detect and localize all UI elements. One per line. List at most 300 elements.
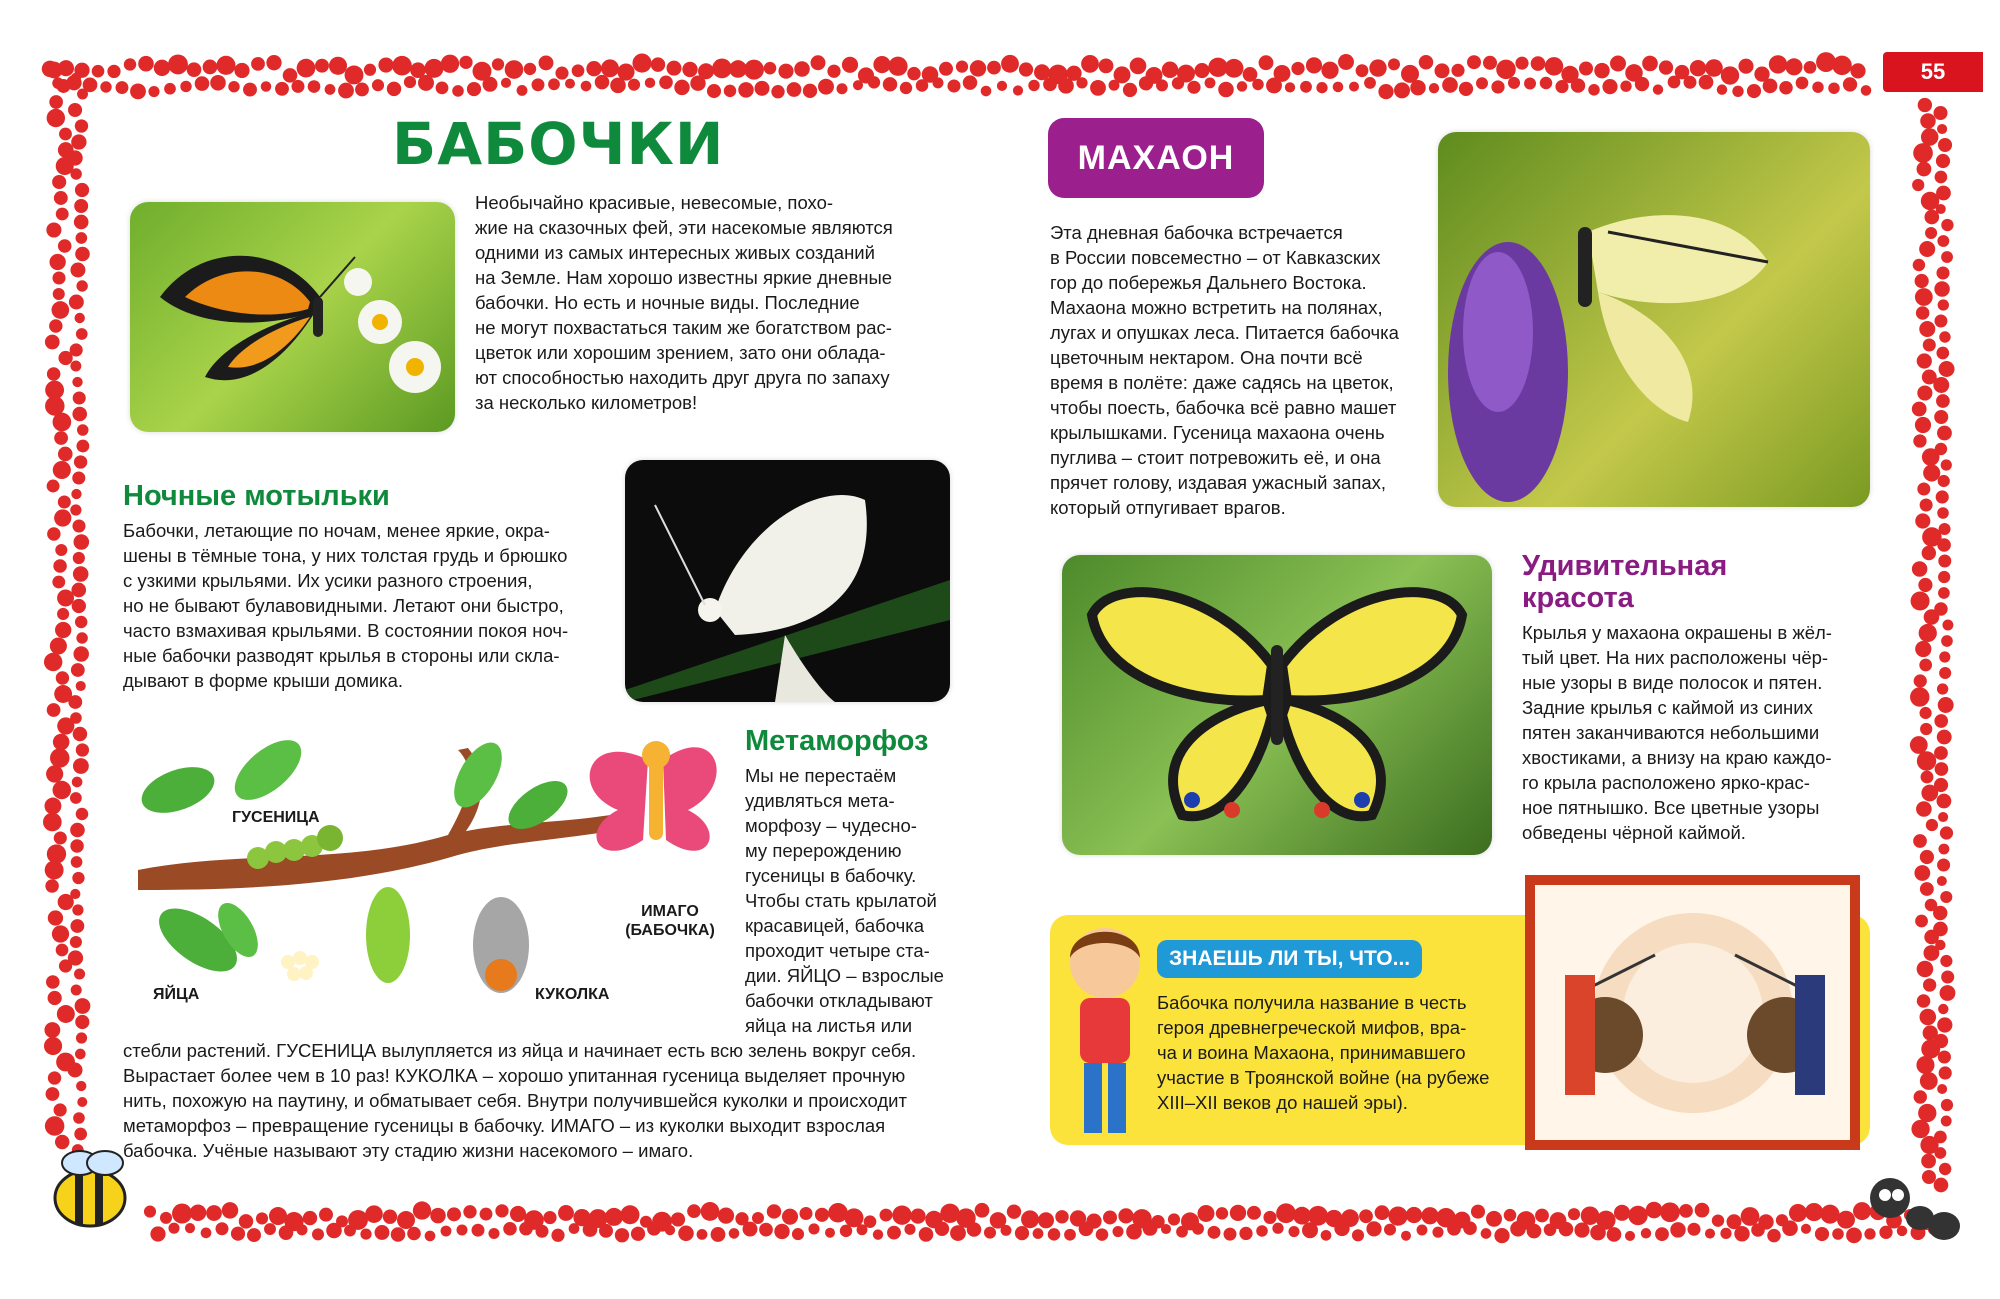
border-dot [1940, 955, 1952, 967]
border-dot [1602, 79, 1617, 94]
border-dot [1504, 1209, 1517, 1222]
border-dot [243, 83, 257, 97]
border-dot [1861, 85, 1872, 96]
border-dot [150, 1226, 165, 1241]
border-dot [935, 1222, 949, 1236]
egg-icon [281, 955, 295, 969]
border-dot [195, 76, 210, 91]
border-dot [72, 407, 87, 422]
border-dot [73, 646, 89, 662]
did-you-know-line: Бабочка получила название в честь [1157, 992, 1467, 1013]
border-dot [1935, 762, 1949, 776]
border-dot [1937, 426, 1952, 441]
border-dot [1156, 79, 1168, 91]
border-dot [631, 1227, 645, 1241]
border-dot [1015, 1226, 1029, 1240]
border-dot [586, 61, 601, 76]
border-dot [74, 968, 85, 979]
border-dot [836, 83, 847, 94]
swallowtail-open-illustration [1062, 555, 1492, 855]
border-dot [1938, 844, 1949, 855]
border-dot [950, 1225, 966, 1241]
border-dot [539, 55, 554, 70]
border-dot [787, 82, 802, 97]
border-dot [72, 471, 85, 484]
border-dot [261, 81, 272, 92]
border-dot [1285, 82, 1295, 92]
border-dot [605, 1208, 623, 1226]
border-dot [1421, 1207, 1438, 1224]
border-dot [59, 128, 72, 141]
border-dot [666, 61, 681, 76]
border-dot [729, 1228, 740, 1239]
metamorphosis-paragraph-wide [123, 1038, 983, 1163]
border-dot [774, 1224, 789, 1239]
border-dot [1321, 1230, 1332, 1241]
border-dot [1247, 1206, 1261, 1220]
border-dot [1684, 76, 1697, 89]
moths-line: Бабочки, летающие по ночам, менее яркие, окра- [123, 520, 550, 541]
border-dot [1923, 978, 1936, 991]
border-dot [505, 60, 524, 79]
border-dot [1048, 1228, 1061, 1241]
border-dot [44, 1037, 62, 1055]
border-dot [1369, 59, 1386, 76]
border-dot [1941, 219, 1953, 231]
border-dot [1940, 891, 1952, 903]
border-dot [1394, 82, 1410, 98]
border-dot [1934, 410, 1948, 424]
border-dot [825, 1228, 835, 1238]
border-dot [73, 391, 86, 404]
border-dot [269, 1207, 287, 1225]
border-dot [1607, 1227, 1622, 1242]
machaon-paragraph [1050, 220, 1430, 520]
border-dot [1937, 1017, 1952, 1032]
border-dot [1924, 609, 1940, 625]
border-dot [201, 1228, 212, 1239]
metamorphosis-narrow-line: удивляться мета- [745, 790, 895, 811]
border-dot [645, 78, 655, 88]
border-dot [407, 1227, 421, 1241]
border-dot [1938, 555, 1951, 568]
border-dot [1486, 1211, 1502, 1227]
border-dot [1917, 751, 1936, 770]
border-dot [1364, 77, 1376, 89]
border-dot [44, 653, 62, 671]
border-dot [1939, 667, 1951, 679]
border-dot [1843, 77, 1857, 91]
border-dot [1912, 402, 1927, 417]
border-dot [1614, 1205, 1630, 1221]
border-dot [1935, 171, 1948, 184]
machaon-line: крылышками. Гусеница махаона очень [1050, 422, 1385, 443]
border-dot [1915, 513, 1930, 528]
border-dot [1920, 1072, 1938, 1090]
border-dot [1291, 62, 1304, 75]
metamorphosis-heading: Метаморфоз [745, 725, 929, 757]
border-dot [1579, 62, 1593, 76]
border-dot [1038, 1212, 1054, 1228]
border-dot [1910, 687, 1929, 706]
border-dot [68, 1062, 83, 1077]
border-dot [1341, 1209, 1359, 1227]
border-dot [154, 60, 170, 76]
border-dot [1099, 58, 1114, 73]
border-dot [1429, 83, 1439, 93]
border-dot [57, 1005, 75, 1023]
border-dot [441, 55, 459, 73]
border-dot [1417, 1225, 1428, 1236]
border-dot [73, 552, 85, 564]
border-dot [53, 559, 67, 573]
metamorphosis-narrow-line: морфозу – чудесно- [745, 815, 917, 836]
border-dot [1007, 1204, 1021, 1218]
border-dot [68, 103, 82, 117]
border-dot [50, 254, 66, 270]
border-dot [1939, 651, 1950, 662]
greek-warriors-illustration [1525, 875, 1860, 1150]
machaon-line: прячет голову, издавая ужасный запах, [1050, 472, 1387, 493]
border-dot [355, 83, 369, 97]
monarch-butterfly-photo [130, 202, 455, 432]
border-dot [1659, 60, 1673, 74]
border-dot [1933, 377, 1949, 393]
border-dot [956, 61, 968, 73]
border-dot [54, 831, 67, 844]
border-dot [1938, 587, 1950, 599]
border-dot [77, 1097, 87, 1107]
border-dot [970, 60, 986, 76]
border-dot [1076, 77, 1087, 88]
border-dot [58, 447, 73, 462]
border-dot [1187, 81, 1200, 94]
border-dot [216, 56, 235, 75]
border-dot [1276, 1203, 1296, 1223]
border-dot [480, 1208, 493, 1221]
border-dot [883, 77, 897, 91]
border-dot [1937, 538, 1951, 552]
border-dot [130, 83, 146, 99]
border-dot [47, 109, 65, 127]
border-dot [360, 1228, 371, 1239]
border-dot [555, 67, 568, 80]
border-dot [815, 1208, 829, 1222]
border-dot [70, 919, 84, 933]
border-dot [1717, 84, 1728, 95]
border-dot [1679, 1204, 1693, 1218]
border-dot [315, 59, 329, 73]
border-dot [47, 703, 61, 717]
intro-line: одними из самых интересных живых созданий [475, 242, 875, 263]
label-imago-line2: (БАБОЧКА) [625, 922, 715, 939]
border-dot [75, 313, 85, 323]
border-dot [71, 134, 86, 149]
metamorphosis-narrow-line: Чтобы стать крылатой [745, 890, 937, 911]
border-dot [76, 328, 88, 340]
border-dot [1918, 98, 1932, 112]
border-dot [234, 63, 249, 78]
border-dot [77, 424, 88, 435]
border-dot [413, 1201, 431, 1219]
border-dot [49, 319, 62, 332]
border-dot [72, 599, 86, 613]
border-dot [430, 1208, 446, 1224]
machaon-line: Махаона можно встретить на полянах, [1050, 297, 1383, 318]
did-you-know-paragraph [1157, 990, 1527, 1115]
border-dot [1921, 128, 1938, 145]
border-dot [1720, 1228, 1731, 1239]
border-dot [1939, 361, 1955, 377]
border-dot [997, 81, 1007, 91]
border-dot [1559, 1222, 1574, 1237]
border-dot [1096, 1228, 1109, 1241]
border-dot [551, 1229, 564, 1242]
border-dot [501, 78, 511, 88]
border-dot [54, 1103, 67, 1116]
border-dot [312, 1228, 324, 1240]
border-dot [1924, 210, 1939, 225]
border-dot [1938, 571, 1950, 583]
border-dot [1920, 498, 1933, 511]
border-dot [1732, 86, 1743, 97]
border-dot [1936, 394, 1950, 408]
border-dot [46, 222, 61, 237]
border-dot [1721, 66, 1739, 84]
intro-line: за несколько километров! [475, 392, 698, 413]
machaon-line: Эта дневная бабочка встречается [1050, 222, 1343, 243]
border-dot [58, 351, 72, 365]
border-dot [1925, 227, 1937, 239]
border-dot [1442, 77, 1458, 93]
border-dot [1914, 865, 1930, 881]
border-dot [1940, 985, 1956, 1001]
metamorphosis-narrow-line: бабочки откладывают [745, 990, 933, 1011]
border-dot [168, 1223, 179, 1234]
border-dot [1913, 834, 1927, 848]
border-dot [160, 1212, 172, 1224]
border-dot [1535, 1209, 1549, 1223]
machaon-line: цветочным нектаром. Она почти всё [1050, 347, 1363, 368]
border-dot [771, 85, 784, 98]
border-dot [1796, 77, 1809, 90]
border-dot [595, 75, 610, 90]
label-imago [620, 902, 720, 940]
machaon-badge: МАХАОН [1048, 118, 1264, 198]
border-dot [1942, 620, 1953, 631]
border-dot [1937, 730, 1952, 745]
border-dot [488, 1228, 499, 1239]
border-dot [251, 57, 265, 71]
border-dot [1916, 801, 1932, 817]
border-dot [1917, 994, 1931, 1008]
machaon-line: время в полёте: даже садясь на цветок, [1050, 372, 1394, 393]
border-dot [1918, 1104, 1936, 1122]
intro-line: бабочки. Но есть и ночные виды. Последние [475, 292, 860, 313]
border-dot [44, 1022, 60, 1038]
border-dot [868, 76, 880, 88]
border-dot [873, 56, 890, 73]
moths-line: но не бывают булавовидными. Летают они быстро, [123, 595, 564, 616]
border-dot [1937, 124, 1947, 134]
border-dot [1939, 1066, 1952, 1079]
border-dot [44, 798, 61, 815]
moths-line: часто взмахивая крыльями. В состоянии покоя ноч- [123, 620, 569, 641]
border-dot [880, 1209, 893, 1222]
border-dot [239, 1214, 253, 1228]
leaf-icon [135, 758, 220, 822]
border-dot [46, 765, 63, 782]
border-dot [47, 367, 61, 381]
border-dot [827, 65, 840, 78]
border-dot [1481, 1228, 1492, 1239]
border-dot [73, 566, 89, 582]
border-dot [57, 590, 74, 607]
border-dot [1252, 79, 1263, 90]
border-dot [687, 1204, 701, 1218]
border-dot [1779, 81, 1793, 95]
border-dot [900, 82, 912, 94]
border-dot [45, 879, 59, 893]
border-dot [1660, 1202, 1680, 1222]
border-dot [76, 232, 88, 244]
border-dot [543, 1211, 556, 1224]
label-eggs: ЯЙЦА [153, 986, 200, 1003]
border-dot [1177, 65, 1195, 83]
border-dot [1568, 1208, 1580, 1220]
border-dot [378, 57, 393, 72]
border-dot [75, 616, 87, 628]
border-dot [50, 748, 69, 767]
border-dot [76, 440, 89, 453]
border-dot [1205, 77, 1216, 88]
border-dot [1021, 1210, 1039, 1228]
border-dot [1916, 306, 1930, 320]
moths-heading: Ночные мотыльки [123, 480, 390, 512]
border-dot [256, 1212, 268, 1224]
border-dot [1934, 746, 1948, 760]
border-dot [77, 89, 88, 100]
border-dot [503, 1222, 517, 1236]
border-dot [794, 61, 810, 77]
border-dot [56, 208, 69, 221]
border-dot [69, 295, 84, 310]
border-dot [45, 1116, 64, 1135]
border-dot [72, 777, 83, 788]
border-dot [57, 608, 69, 620]
border-dot [1090, 80, 1106, 96]
metamorphosis-wide-line: бабочка. Учёные называют эту стадию жизни насекомого – имаго. [123, 1140, 694, 1161]
border-dot [46, 1087, 60, 1101]
border-dot [1785, 58, 1802, 75]
border-dot [601, 59, 619, 77]
border-dot [72, 377, 82, 387]
beauty-heading [1522, 550, 1727, 614]
border-dot [1467, 55, 1481, 69]
border-dot [1705, 1229, 1715, 1239]
border-dot [1483, 56, 1497, 70]
border-dot [1224, 1228, 1237, 1241]
green-pupa-icon [366, 887, 410, 983]
border-dot [1316, 82, 1327, 93]
border-dot [1922, 448, 1940, 466]
border-dot [266, 55, 281, 70]
moths-line: ные бабочки разводят крылья в стороны или скла- [123, 645, 560, 666]
border-dot [674, 80, 689, 95]
border-dot [72, 904, 83, 915]
border-dot [1938, 812, 1948, 822]
border-dot [1366, 1221, 1381, 1236]
border-dot [1941, 251, 1953, 263]
border-dot [75, 247, 90, 262]
border-dot [53, 781, 72, 800]
border-dot [759, 1223, 773, 1237]
border-dot [1641, 1228, 1651, 1238]
border-dot [228, 81, 239, 92]
border-dot [1388, 58, 1400, 70]
border-dot [651, 57, 665, 71]
border-dot [939, 62, 953, 76]
border-dot [1941, 1099, 1953, 1111]
border-dot [138, 56, 154, 72]
border-dot [1384, 1224, 1396, 1236]
border-dot [53, 413, 72, 432]
border-dot [1375, 1205, 1390, 1220]
border-dot [1225, 59, 1244, 78]
border-dot [1912, 561, 1928, 577]
border-dot [296, 1224, 307, 1235]
did-you-know-line: участие в Троянской войне (на рубеже [1157, 1067, 1490, 1088]
border-dot [55, 544, 67, 556]
border-dot [1524, 77, 1536, 89]
border-dot [47, 480, 60, 493]
border-dot [632, 54, 651, 73]
border-dot [1938, 138, 1952, 152]
border-dot [792, 1228, 804, 1240]
border-dot [1801, 1224, 1811, 1234]
border-dot [572, 64, 585, 77]
border-dot [425, 59, 444, 78]
border-dot [1620, 81, 1631, 92]
border-dot [74, 534, 90, 550]
border-dot [1921, 1154, 1936, 1169]
border-dot [1256, 1225, 1268, 1237]
border-dot [1194, 63, 1209, 78]
metamorphosis-paragraph-narrow [745, 763, 975, 1038]
border-dot [292, 80, 305, 93]
border-dot [933, 77, 944, 88]
border-dot [1378, 84, 1393, 99]
border-dot [1705, 59, 1723, 77]
border-dot [74, 199, 88, 213]
border-dot [1938, 697, 1954, 713]
border-dot [755, 81, 770, 96]
border-dot [48, 991, 62, 1005]
border-dot [1086, 1213, 1101, 1228]
border-dot [1508, 77, 1520, 89]
border-dot [1476, 77, 1488, 89]
border-dot [1496, 60, 1516, 80]
border-dot [1913, 143, 1933, 163]
border-dot [617, 63, 634, 80]
machaon-line: гор до побережья Дальнего Востока. [1050, 272, 1367, 293]
border-dot [1628, 1206, 1647, 1225]
border-dot [452, 85, 464, 97]
border-dot [231, 1227, 245, 1241]
border-dot [372, 79, 384, 91]
border-dot [524, 63, 536, 75]
border-dot [1230, 1205, 1246, 1221]
